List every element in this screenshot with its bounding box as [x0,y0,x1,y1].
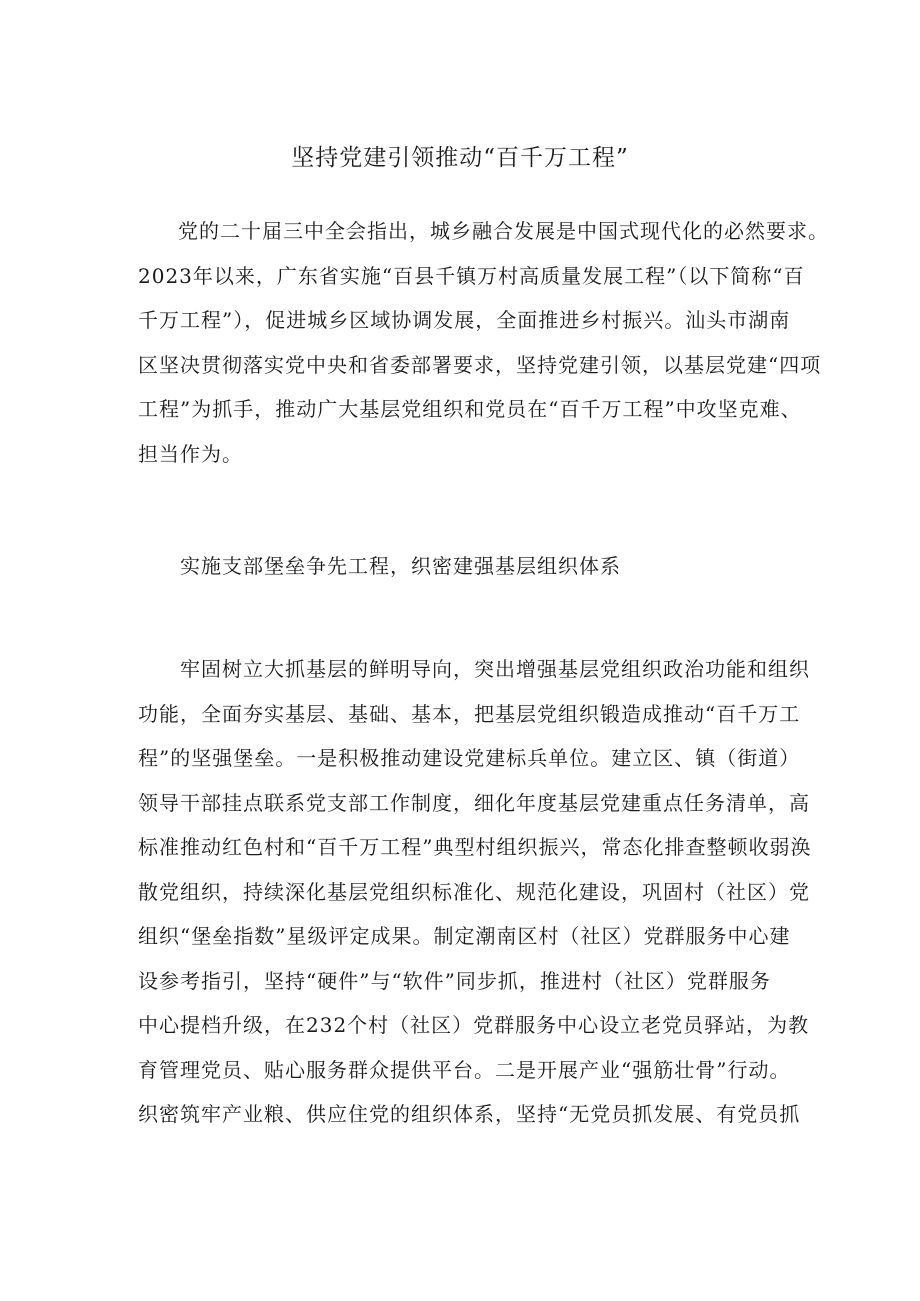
body-paragraph [138,647,812,1137]
paragraph-line: 党的二十届三中全会指出，城乡融合发展是中国式现代化的必然要求。 [178,219,829,243]
intro-paragraph [138,209,829,476]
paragraph-line: 程”的坚强堡垒。一是积极推动建设党建标兵单位。建立区、镇（街道） [138,746,801,770]
paragraph-line: 织密筑牢产业粮、供应住党的组织体系，坚持“无党员抓发展、有党员抓 [138,1102,801,1126]
paragraph-line: 中心提档升级，在232个村（社区）党群服务中心设立老党员驿站，为教 [138,1013,810,1037]
paragraph-line: 区坚决贯彻落实党中央和省委部署要求，坚持党建引领，以基层党建“四项 [138,352,822,377]
paragraph-line: 组织“堡垒指数”星级评定成果。制定潮南区村（社区）党群服务中心建 [138,924,791,948]
paragraph-line: 牢固树立大抓基层的鲜明导向，突出增强基层党组织政治功能和组织 [180,657,810,681]
section-heading: 实施支部堡垒争先工程，织密建强基层组织体系 [180,554,621,578]
paragraph-line: 标准推动红色村和“百千万工程”典型村组织振兴，常态化排查整顿收弱涣 [138,835,812,859]
paragraph-line: 千万工程”），促进城乡区域协调发展，全面推进乡村振兴。汕头市湖南 [138,308,791,332]
paragraph-line: 2023年以来，广东省实施“百县千镇万村高质量发展工程”（以下简称“百 [138,263,805,288]
paragraph-line: 功能，全面夯实基层、基础、基本，把基层党组织锻造成推动“百千万工 [138,701,801,726]
paragraph-line: 散党组织，持续深化基层党组织标准化、规范化建设，巩固村（社区）党 [138,879,810,904]
document-title: 坚持党建引领推动“百千万工程” [291,145,629,171]
paragraph-line: 领导干部挂点联系党支部工作制度，细化年度基层党建重点任务清单，高 [138,790,810,815]
paragraph-line: 设参考指引，坚持“硬件”与“软件”同步抓，推进村（社区）党群服务 [138,968,771,993]
paragraph-line: 工程”为抓手，推动广大基层党组织和党员在“百千万工程”中攻坚克难、 [138,397,802,421]
paragraph-line: 担当作为。 [138,441,243,466]
paragraph-line: 育管理党员、贴心服务群众提供平台。二是开展产业“强筋壮骨”行动。 [138,1057,791,1082]
